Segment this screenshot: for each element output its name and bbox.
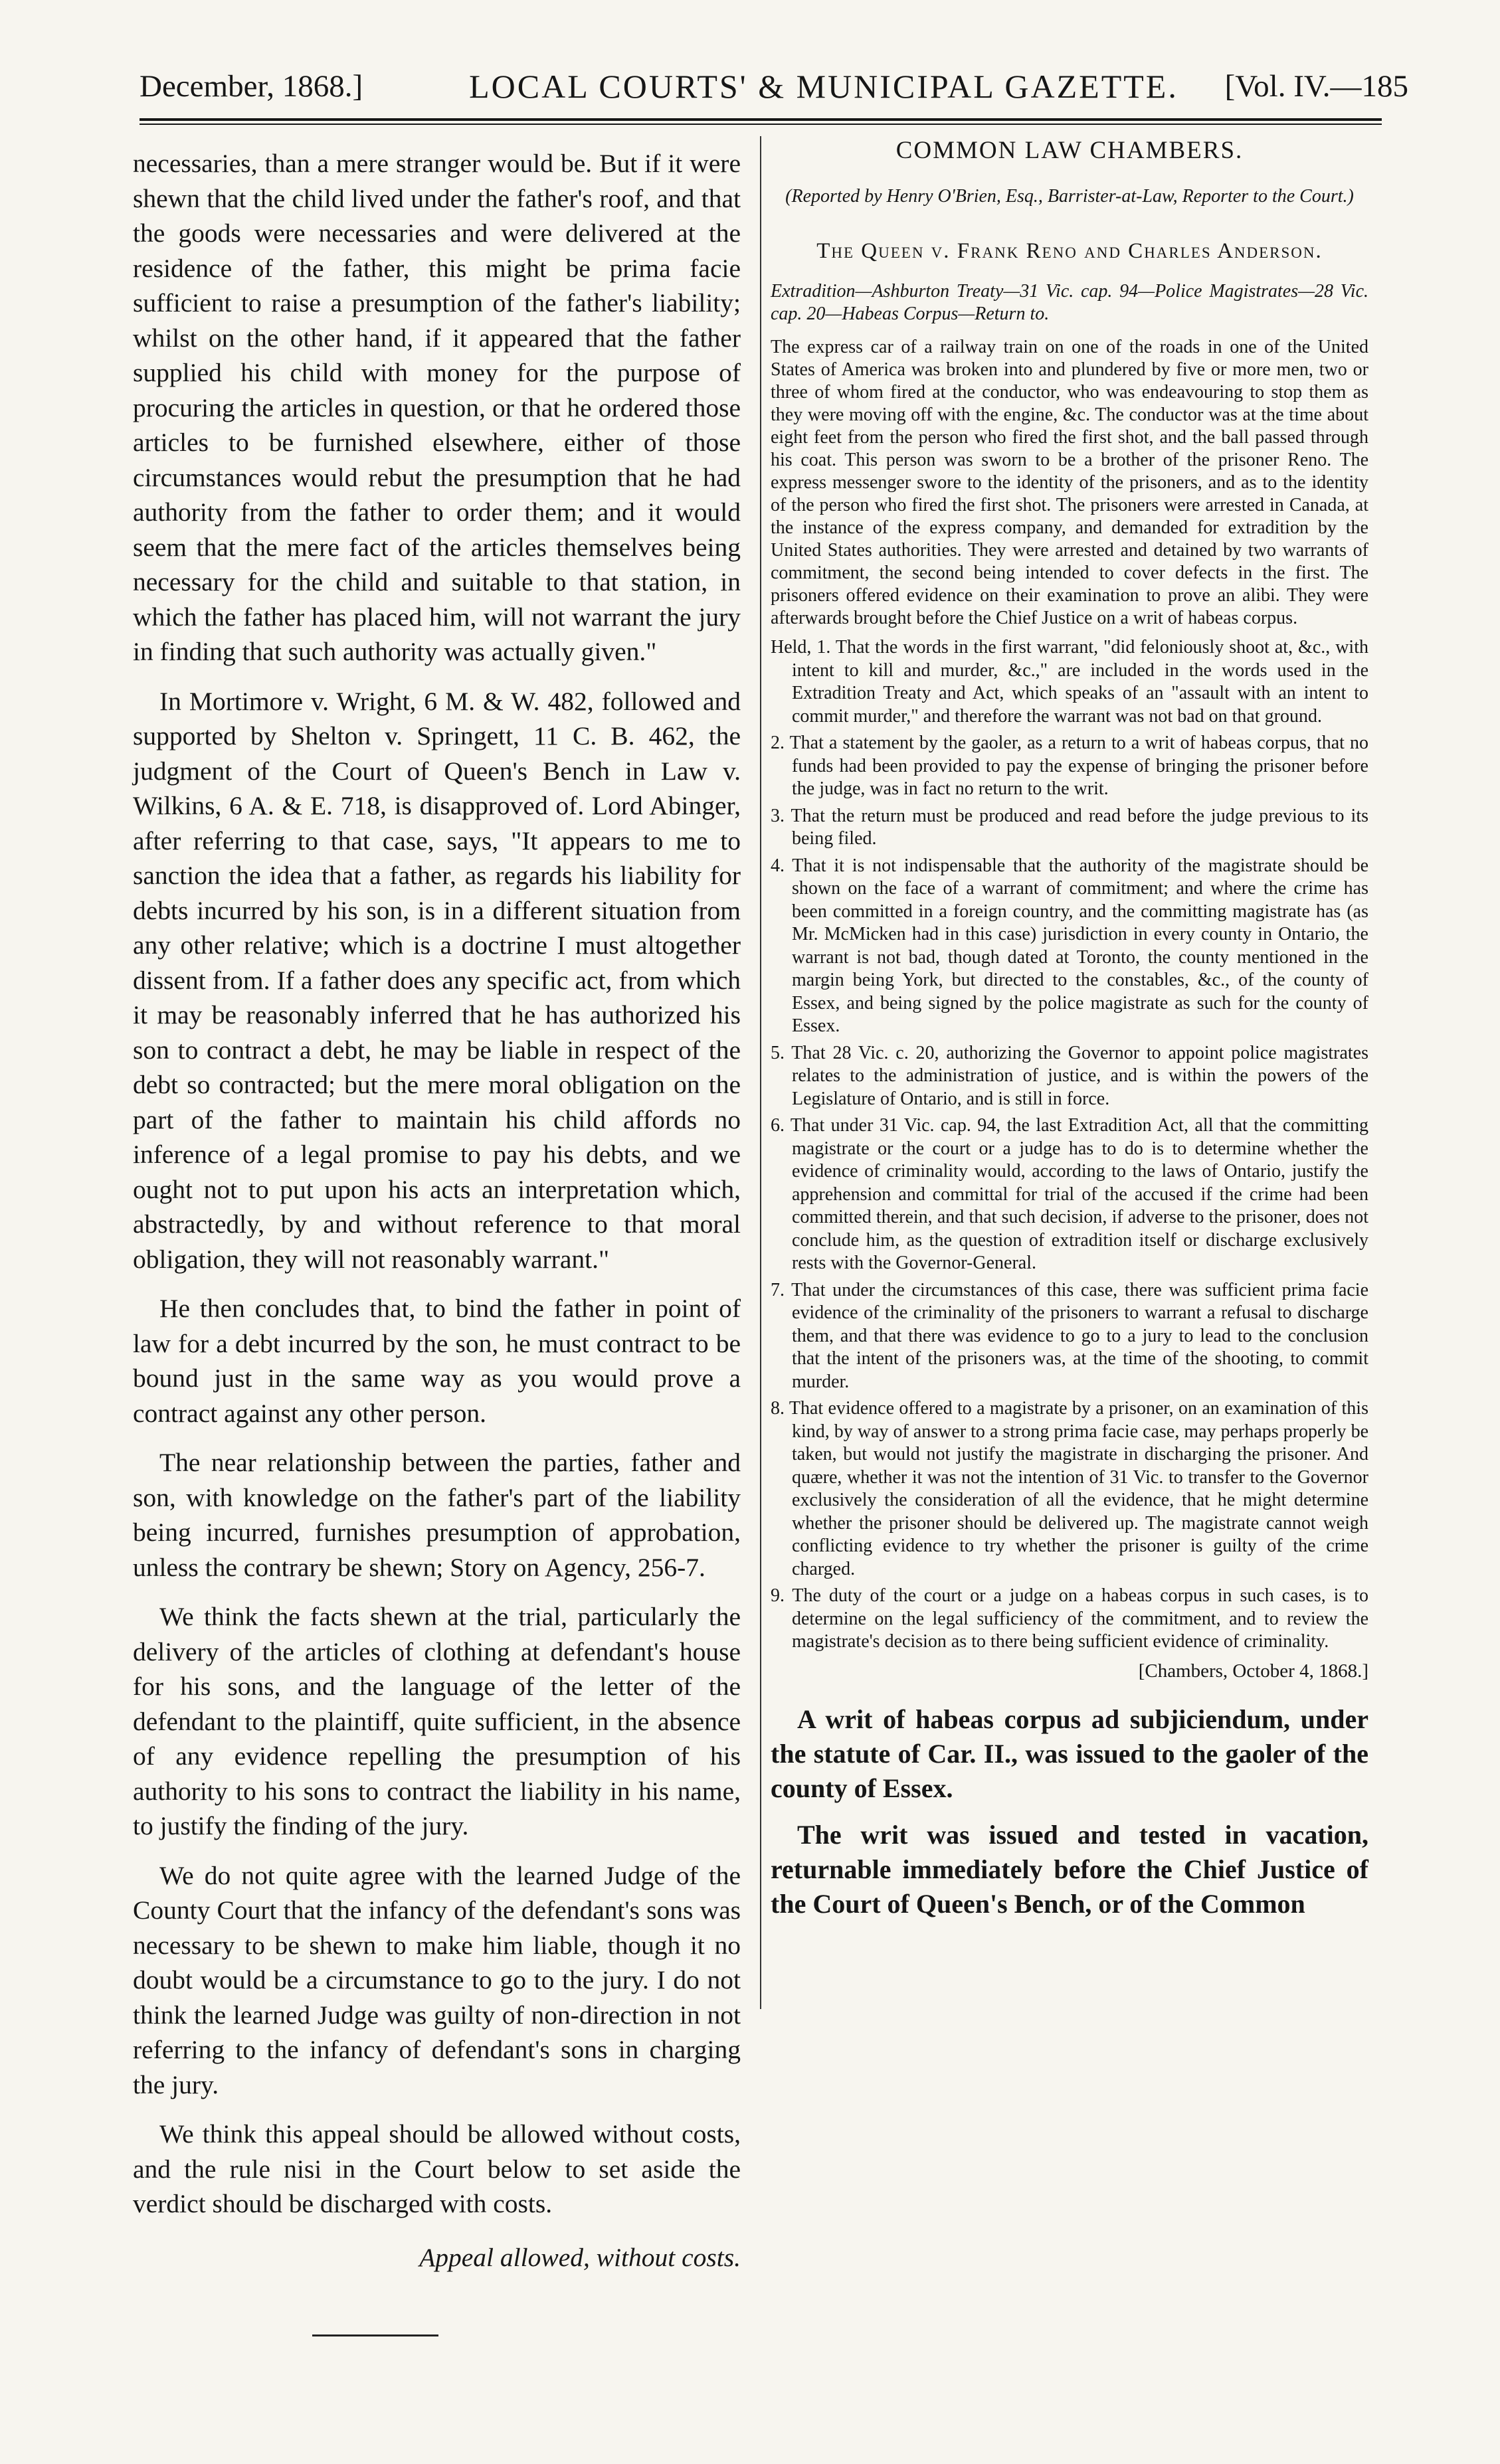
catchwords: Extradition—Ashburton Treaty—31 Vic. cap. 94—Police Magistrates—28 Vic. cap. 20—Habeas Corpus—Return to.	[771, 281, 1368, 324]
header-title: LOCAL COURTS' & MUNICIPAL GAZETTE.	[469, 68, 1178, 105]
right-column	[771, 136, 1368, 1933]
held-item: Held, 1. That the words in the first warrant, "did feloniously shoot at, &c., with intent to kill and murder, &c.," are included in the words used in the Extradition Treaty and Act, which speaks of an "assault with an intent to commit murder," and therefore the warrant was not bad on that ground.	[771, 637, 1368, 727]
case-title: The Queen v. Frank Reno and Charles Anderson.	[816, 239, 1323, 263]
column-divider	[760, 136, 761, 2009]
held-item: 6. That under 31 Vic. cap. 94, the last Extradition Act, all that the committing magistrate or the court or a judge has to do is to determine whether the evidence of criminality would, according to the laws of Ontario, justify the apprehension and committal for trial of the accused if the crime had been committed therein, and that such decision, if adverse to the prisoner, does not conclude him, as the question of extradition itself or discharge exclusively rests with the Governor-General.	[771, 1115, 1368, 1273]
paragraph: The near relationship between the parties, father and son, with knowledge on the father's part of the liability being incurred, furnishes presumption of approbation, unless the contrary be shewn; Story on Agency, 256-7.	[133, 1448, 741, 1582]
paragraph: We do not quite agree with the learned Judge of the County Court that the infancy of the defendant's sons was necessary to be shewn to make him liable, though it no doubt would be a circumstance to go to the jury. I do not think the learned Judge was guilty of non-direction in not referring to the infancy of defendant's sons in charging the jury.	[133, 1860, 741, 2099]
page-header	[100, 66, 1408, 120]
held-item: 5. That 28 Vic. c. 20, authorizing the Governor to appoint police magistrates relates to the administration of justice, and is within the powers of the Legislature of Ontario, and is still in force.	[771, 1042, 1368, 1109]
held-item: 4. That it is not indispensable that the authority of the magistrate should be shown on the face of a warrant of commitment; and where the crime has been committed in a foreign country, and the committing magistrate has (as Mr. McMicken had in this case) jurisdiction in every county in Ontario, the warrant is not bad, though dated at Toronto, the county mentioned in the margin being York, but directed to the constables, &c., of the county of Essex, and being signed by the police magistrate as such for the county of Essex.	[771, 855, 1368, 1036]
held-item: 9. The duty of the court or a judge on a habeas corpus in such cases, is to determine on the legal sufficiency of the commitment, and to review the magistrate's decision as to there being sufficient evidence of criminality.	[771, 1585, 1368, 1652]
held-item: 7. That under the circumstances of this case, there was sufficient prima facie evidence of the criminality of the prisoners to warrant a refusal to discharge them, and that there was evidence to go to a jury to lead to the conclusion that the intent of the prisoners was, at the time of the shooting, to commit murder.	[771, 1279, 1368, 1392]
header-volume: [Vol. IV.—185	[1224, 69, 1408, 104]
paragraph: In Mortimore v. Wright, 6 M. & W. 482, followed and supported by Shelton v. Springett, 11 C. B. 462, the judgment of the Court of Queen's Bench in Law v. Wilkins, 6 A. & E. 718, is disapproved of. Lord Abinger, after referring to that case, says, "It appears to me to sanction the idea that a father, as regards his liability for debts incurred by his son, is in a different situation from any other relative; which is a doctrine I must altogether dissent from. If a father does any specific act, from which it may be reasonably inferred that he has authorized his son to contract a debt, he may be liable in respect of the debt so contracted; but the mere moral obligation on the part of the father to maintain his child affords no inference of a legal promise to pay his debts, and we ought not to put upon his acts an interpretation which, abstractedly, by and without reference to that moral obligation, they will not reasonably warrant."	[133, 686, 741, 1274]
closing-line: Appeal allowed, without costs.	[419, 2242, 741, 2272]
held-list	[771, 636, 1368, 1654]
paragraph: We think this appeal should be allowed without costs, and the rule nisi in the Court below to set aside the verdict should be discharged with costs.	[133, 2119, 741, 2218]
paragraph: A writ of habeas corpus ad subjiciendum, under the statute of Car. II., was issued to the gaoler of the county of Essex.	[771, 1704, 1368, 1803]
paragraph: The writ was issued and tested in vacation, returnable immediately before the Chief Justice of the Court of Queen's Bench, or of the Common	[771, 1819, 1368, 1919]
paragraph: necessaries, than a mere stranger would be. But if it were shewn that the child lived under the father's roof, and that the goods were necessaries and were delivered at the residence of the father, this might be prima facie sufficient to raise a presumption of the father's liability; whilst on the other hand, if it appeared that the father supplied his child with money for the purpose of procuring the articles in question, or that he ordered those articles to be furnished elsewhere, either of those circumstances would rebut the presumption that he had authority from the father to order them; and it would seem that the mere fact of the articles themselves being necessary for the child and suitable to that station, in which the father has placed him, will not warrant the jury in finding that such authority was actually given."	[133, 149, 741, 666]
held-item: 3. That the return must be produced and read before the judge previous to its being filed.	[771, 805, 1368, 849]
section-title: COMMON LAW CHAMBERS.	[895, 137, 1244, 164]
left-column	[133, 146, 741, 2336]
chambers-dateline: [Chambers, October 4, 1868.]	[1138, 1660, 1368, 1682]
case-summary: The express car of a railway train on one of the roads in one of the United States of America was broken into and plundered by five or more men, two or three of whom fired at the conductor, who was endeavouring to stop them as they were moving off with the engine, &c. The conductor was at the time about eight feet from the person who fired the first shot, and the ball passed through his coat. This person was sworn to be a brother of the prisoner Reno. The express messenger swore to the identity of the prisoners, and as to the identity of the person who fired the first shot. The prisoners were arrested in Canada, at the instance of the express company, and demanded for extradition by the United States authorities. They were arrested and detained by two warrants of commitment, the second being intended to cover defects in the first. The prisoners offered evidence on their examination to prove an alibi. They were afterwards brought before the Chief Justice on a writ of habeas corpus.	[771, 337, 1368, 628]
header-date: December, 1868.]	[140, 69, 363, 104]
header-rule-thin	[140, 124, 1382, 125]
paragraph: We think the facts shewn at the trial, particularly the delivery of the articles of clothing at defendant's house for his sons, and the language of the letter of the defendant to the plaintiff, quite sufficient, in the absence of any evidence repelling the presumption of his authority to his sons to contract the liability in his name, to justify the finding of the jury.	[133, 1602, 741, 1840]
section-end-rule	[312, 2334, 438, 2336]
held-item: 2. That a statement by the gaoler, as a return to a writ of habeas corpus, that no funds had been provided to pay the expense of bringing the prisoner before the judge, was in fact no return to the writ.	[771, 733, 1368, 799]
paragraph: He then concludes that, to bind the father in point of law for a debt incurred by the son, he must contract to be bound just in the same way as you would prove a contract against any other person.	[133, 1294, 741, 1428]
reporter-line: (Reported by Henry O'Brien, Esq., Barrister-at-Law, Reporter to the Court.)	[785, 186, 1354, 207]
header-rule	[140, 118, 1382, 121]
held-item: 8. That evidence offered to a magistrate by a prisoner, on an examination of this kind, by way of answer to a strong prima facie case, may perhaps properly be taken, but would not justify the magistrate in discharging the prisoner. And quære, whether it was not the intention of 31 Vic. to transfer to the Governor exclusively the consideration of all the evidence, that he might determine whether the prisoner should be delivered up. The magistrate cannot weigh conflicting evidence to try whether the prisoner is guilty of the crime charged.	[771, 1398, 1368, 1579]
